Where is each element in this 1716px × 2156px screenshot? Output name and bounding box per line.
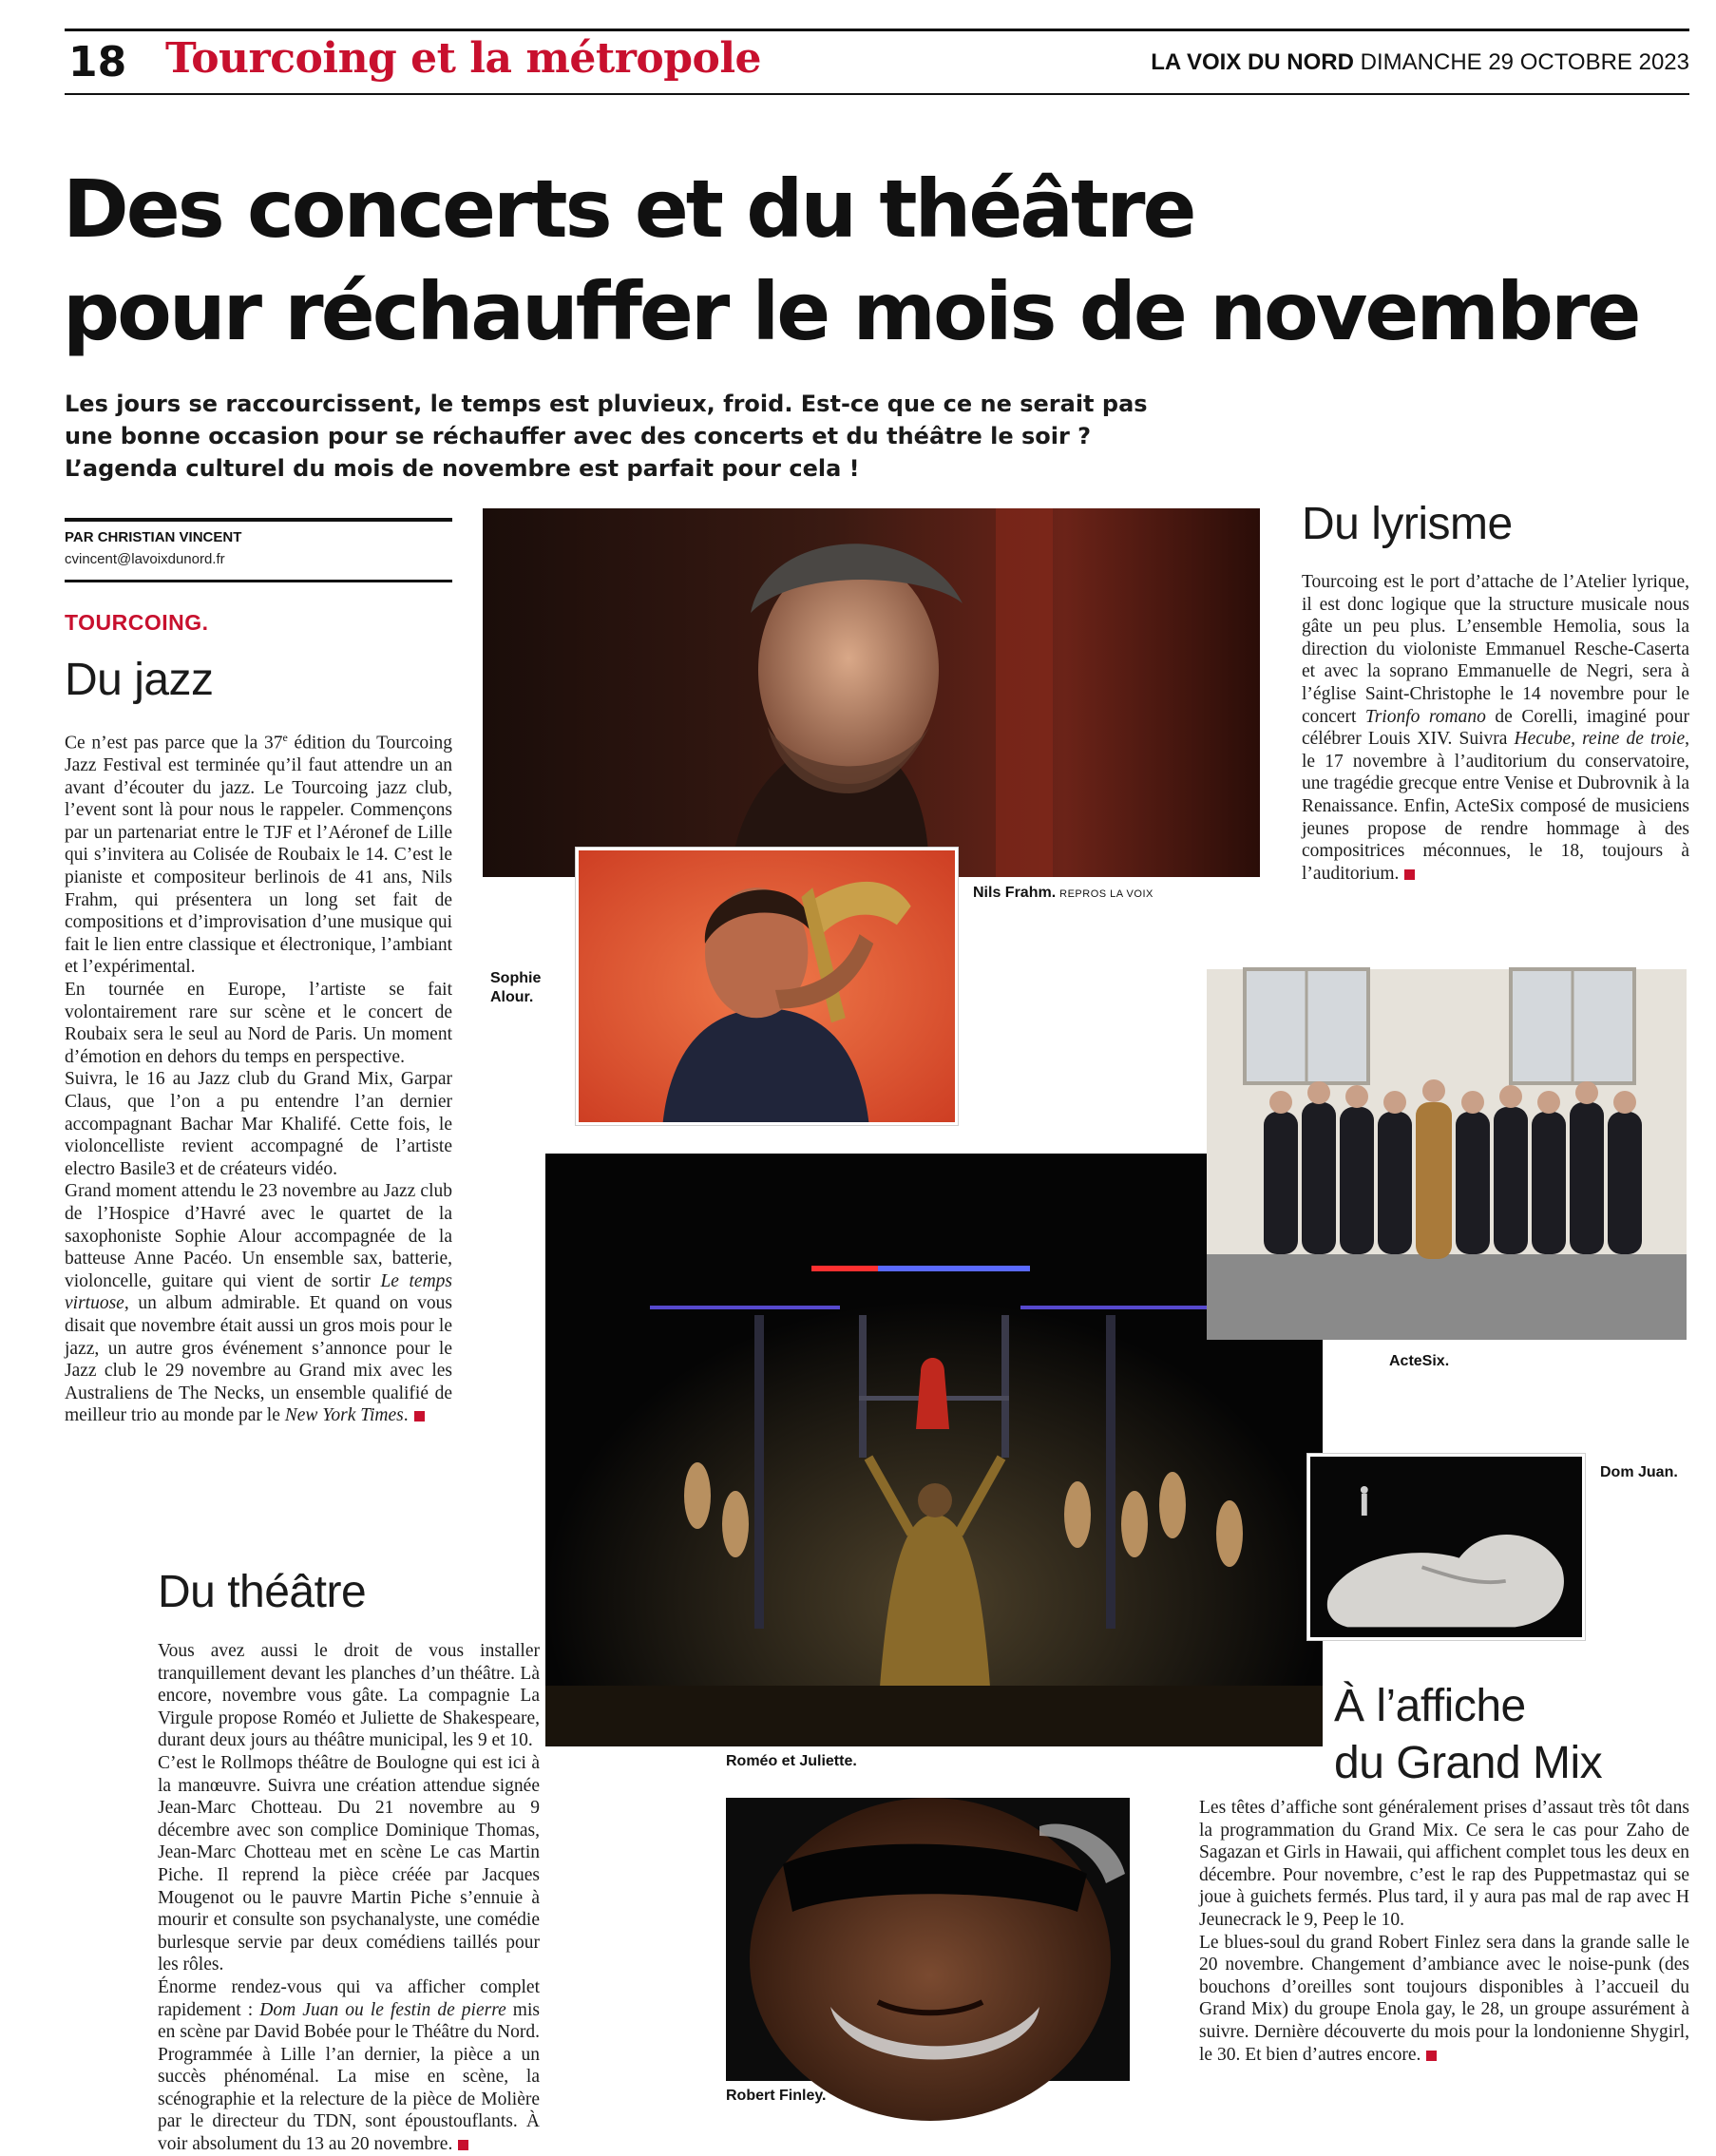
section-title: Tourcoing et la métropole bbox=[165, 34, 762, 83]
jazz-paragraph-4: Grand moment attendu le 23 novembre au Jazz club de l’Hospice d’Havré avec le quartet de la saxophoniste Sophie Alour accompagnée de la batteuse Anne Pacéo. Un ensemble sax, batterie, violoncelle, guitare qui vient de sortir Le temps virtuose, un album admirable. Et quand on vous disait que novembre était aussi un gros mois pour le jazz, un autre gros événement s’annonce pour le Jazz club le 29 novembre au Grand mix avec les Australiens de The Necks, un ensemble qualifié de meilleur trio au monde par le New York Times. bbox=[65, 1181, 453, 1426]
caption-nils-frahm: Nils Frahm. REPROS LA VOIX bbox=[973, 885, 1154, 901]
headline-line-2: pour réchauffer le mois de novembre bbox=[63, 265, 1639, 358]
lyrisme-paragraph-1: Tourcoing est le port d’attache de l’Atelier lyrique, il est donc logique que la structure musicale nous gâte un peu plus. L’ensemble Hemolia, sous la direction du violoniste Emmanuel Resche-Caserta et avec la soprano Emmanuelle de Negri, sera à l’église Saint-Christophe le 14 novembre pour le concert Trionfo romano de Corelli, imaginé pour célébrer Louis XIV. Suivra Hecube, reine de troie, le 17 novembre à l’auditorium du conservatoire, une tragédie grecque entre Venise et Dubrovnik à la Renaissance. Enfin, ActeSix composé de musiciens jeunes propose de rendre hommage à des compositrices méconnues, le 18, toujours à l’auditorium. bbox=[1302, 572, 1690, 884]
caption-actesix: ActeSix. bbox=[1389, 1353, 1450, 1369]
end-mark bbox=[458, 2140, 468, 2150]
dom-juan-photo bbox=[1307, 1454, 1585, 1640]
lyrisme-body bbox=[1302, 571, 1689, 885]
jazz-heading: Du jazz bbox=[65, 655, 214, 705]
end-mark bbox=[414, 1411, 425, 1421]
caption-dom-juan: Dom Juan. bbox=[1600, 1464, 1678, 1480]
masthead bbox=[1151, 49, 1689, 76]
headline bbox=[63, 158, 1697, 363]
end-mark bbox=[1404, 869, 1415, 880]
location-kicker: TOURCOING. bbox=[65, 610, 209, 635]
header-bottom-rule bbox=[65, 93, 1689, 95]
end-mark bbox=[1426, 2051, 1437, 2061]
caption-robert-finley: Robert Finley. bbox=[726, 2088, 827, 2104]
jazz-paragraph-3: Suivra, le 16 au Jazz club du Grand Mix, Garpar Claus, que l’on a pu entendre l’an dernier accompagnant Bachar Mar Khalifé. Cette fois, le violoncelliste revient accompagné de l’artiste electro Basile3 et de créateurs vidéo. bbox=[65, 1069, 452, 1179]
affiche-heading-line-2: du Grand Mix bbox=[1334, 1738, 1603, 1788]
affiche-heading bbox=[1334, 1678, 1602, 1792]
issue-date: DIMANCHE 29 OCTOBRE 2023 bbox=[1360, 49, 1689, 75]
affiche-paragraph-1: Les têtes d’affiche sont généralement prises d’assaut très tôt dans la programmation du Grand Mix. Ce sera le cas pour Zaho de Sagazan et Girls in Hawaii, qui affichent complet tous les deux en décembre. Pour novembre, c’est le rap des Puppetmastaz qui se joue à guichets fermés. Plus tard, il y aura pas mal de rap avec H Jeunecrack le 9, Peep le 10. bbox=[1199, 1798, 1689, 1930]
jazz-body bbox=[65, 727, 452, 1427]
affiche-body bbox=[1199, 1797, 1689, 2066]
caption-sophie-alour: Sophie Alour. bbox=[490, 970, 542, 1005]
theatre-paragraph-2: C’est le Rollmops théâtre de Boulogne qui est ici à la manœuvre. Suivra une création attendue signée Jean-Marc Chotteau. Du 21 novembre au 9 décembre avec son complice Dominique Thomas, Jean-Marc Chotteau met en scène Le cas Martin Piche. Il reprend la pièce créée par Jacques Mougenot ou le pauvre Martin Piche s’ennuie à mourir et consulte son psychanalyste, une comédie burlesque servie par deux comédiens taillés pour les rôles. bbox=[158, 1752, 540, 1975]
theatre-heading: Du théâtre bbox=[158, 1567, 367, 1617]
standfirst-line-2: une bonne occasion pour se réchauffer avec des concerts et du théâtre le soir ? bbox=[65, 423, 1092, 449]
standfirst bbox=[65, 388, 1205, 485]
byline-rule-bottom bbox=[65, 580, 452, 582]
caption-romeo-juliette: Roméo et Juliette. bbox=[726, 1753, 857, 1769]
theatre-body bbox=[158, 1640, 540, 2156]
standfirst-line-1: Les jours se raccourcissent, le temps est pluvieux, froid. Est-ce que ce ne serait pas bbox=[65, 391, 1148, 417]
photo-credit: REPROS LA VOIX bbox=[1059, 888, 1154, 900]
actesix-photo bbox=[1207, 969, 1687, 1340]
robert-finley-photo bbox=[726, 1798, 1130, 2081]
headline-line-1: Des concerts et du théâtre bbox=[63, 162, 1194, 256]
theatre-paragraph-1: Vous avez aussi le droit de vous installer tranquillement devant les planches d’un théâtre. Là encore, novembre vous gâte. La compagnie La Virgule propose Roméo et Juliette de Shakespeare, durant deux jours au théâtre municipal, les 9 et 10. bbox=[158, 1641, 540, 1751]
page-number: 18 bbox=[68, 38, 127, 86]
sophie-alour-photo bbox=[576, 848, 958, 1125]
jazz-paragraph-1: Ce n’est pas parce que la 37e édition du Tourcoing Jazz Festival est terminée qu’il faut attendre un an avant d’écouter du jazz. Le Tourcoing jazz club, l’event sont là pour nous le rappeler. Commençons par un partenariat entre le TJF et l’Aéronef de Lille qui s’invitera au Colisée de Roubaix le 14. C’est le pianiste et compositeur berlinois de 41 ans, Nils Frahm, qui présentera un long set fait de compositions et d’improvisation d’une musique qui fait le lien entre classique et électronique, l’ambiant et l’expérimental. bbox=[65, 731, 452, 978]
affiche-paragraph-2: Le blues-soul du grand Robert Finlez sera dans la grande salle le 20 novembre. Changement d’ambiance avec le noise-punk (des bouchons d’oreilles sont toujours disponibles à l’accueil du Grand Mix) du groupe Enola gay, le 28, un groupe assurément à suivre. Dernière découverte du mois pour la londonienne Shygirl, le 30. Et bien d’autres encore. bbox=[1199, 1932, 1689, 2065]
author-email[interactable]: cvincent@lavoixdunord.fr bbox=[65, 551, 225, 567]
standfirst-line-3: L’agenda culturel du mois de novembre est parfait pour cela ! bbox=[65, 455, 860, 482]
nils-frahm-photo bbox=[483, 508, 1260, 877]
paper-name: LA VOIX DU NORD bbox=[1151, 49, 1354, 75]
affiche-heading-line-1: À l’affiche bbox=[1334, 1681, 1526, 1731]
jazz-paragraph-2: En tournée en Europe, l’artiste se fait volontairement rare sur scène et le concert de Roubaix sera le seul au Nord de Paris. Un moment d’émotion en dehors du temps en perspective. bbox=[65, 980, 452, 1067]
header-top-rule bbox=[65, 29, 1689, 31]
byline: PAR CHRISTIAN VINCENT bbox=[65, 529, 242, 545]
lyrisme-heading: Du lyrisme bbox=[1302, 499, 1513, 549]
theatre-paragraph-3: Énorme rendez-vous qui va afficher complet rapidement : Dom Juan ou le festin de pierre mis en scène par David Bobée pour le Théâtre du Nord. Programmée à Lille l’an dernier, la pièce a un succès phénoménal. La mise en scène, la scénographie et la relecture de la pièce de Molière par le directeur du TDN, sont époustouflants. À voir absolument du 13 au 20 novembre. bbox=[158, 1976, 540, 2155]
byline-rule-top bbox=[65, 518, 452, 522]
